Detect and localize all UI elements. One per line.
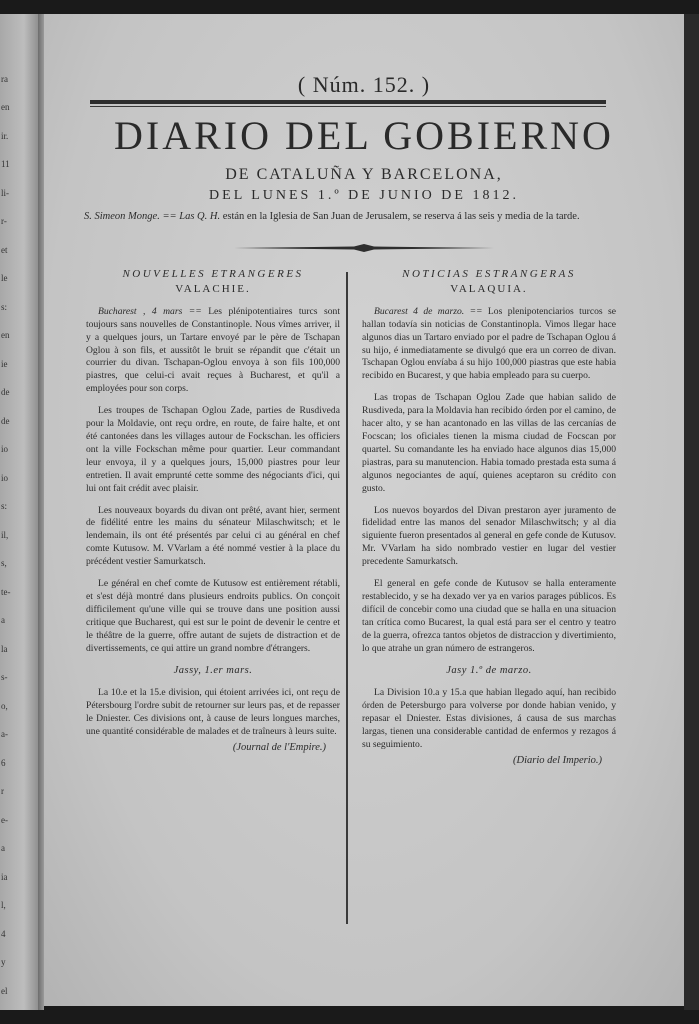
french-heading: NOUVELLES ETRANGERES — [122, 268, 304, 280]
background-edge — [684, 14, 699, 1010]
spanish-heading: NOTICIAS ESTRANGERAS — [402, 268, 576, 280]
left-page-fragment: a — [1, 615, 5, 626]
french-source: (Journal de l'Empire.) — [232, 742, 326, 753]
spanish-paragraph-1 — [362, 306, 616, 383]
newspaper-page — [44, 14, 684, 1006]
header-rule-top-thin — [90, 106, 606, 107]
left-page-fragment: li- — [1, 187, 9, 198]
left-page-fragment: 4 — [1, 928, 6, 939]
left-page-fragment: il, — [1, 529, 9, 540]
left-page-fragment: ir. — [1, 130, 9, 141]
left-page-fragment: 6 — [1, 757, 6, 768]
left-page-fragment: o, — [1, 700, 8, 711]
header-rule-top — [90, 100, 606, 104]
newspaper-subtitle: DE CATALUÑA Y BARCELONA, — [225, 166, 503, 183]
french-paragraph-2: Les troupes de Tschapan Oglou Zade, parties de Rusdiveda pour la Moldavie, ont reçu ordre, en route, de faire halte, et ont été cantonées dans les villages autour de Fockschan. les officiers ont la ville Fockschan même pour quartier. Leur commandant leur envoya, il y a quelques jours, 15,000 piastres pour leur entretien. Il avait emprunté cette somme des négociants d'ici, qui lui ont fait crédit avec plaisir. — [86, 405, 340, 494]
left-page-fragment: io — [1, 472, 9, 483]
left-page-fragment: la — [1, 643, 8, 654]
french-dateline-2: Jassy, 1.er mars. — [173, 665, 253, 677]
spanish-paragraph-3: Los nuevos boyardos del Divan prestaron ayer juramento de fidelidad entre las manos del senador Milaschwitsch; y al dia siguiente fueron presentados al general en gefe conde de Kutusov. Mr. VVarlam ha sido nombrado vestier en lugar del vestier precedente Samurkatsch. — [362, 504, 616, 568]
issue-date: DEL LUNES 1.º DE JUNIO DE 1812. — [209, 188, 519, 203]
spanish-dateline-2: Jasy 1.º de marzo. — [446, 665, 532, 677]
french-paragraph-3: Les nouveaux boyards du divan ont prêté, avant hier, serment de fidélité entre les mains du sénateur Milaschwitsch; et le lendemain, ils ont été présentés par celui ci au général en chef comte Kutusow. M. VVarlam a été nommé vestier à la place du précédent vestier Samurkatsch. — [86, 504, 340, 568]
issue-number: ( Núm. 152. ) — [297, 72, 431, 97]
left-page-fragment: le — [1, 273, 8, 284]
left-page-fragment: ia — [1, 871, 8, 882]
left-page-fragment: s: — [1, 501, 8, 512]
saint-name: S. Simeon Monge. == Las Q. H. — [84, 211, 221, 222]
french-paragraph-4: Le général en chef comte de Kutusow est entièrement rétabli, et s'est déjà montré dans plusieurs endroits publics. On conçoit difficilement qu'une ville qui se trouve dans une position aussi critique que Bucharest, qui est sur le point de devenir le centre et le théâtre de la guerre, offre autant de sujets de distraction et de divertissements, ce qui attire un grand nombre d'étrangers. — [86, 578, 340, 654]
saint-of-day-notice — [84, 210, 644, 223]
french-subheading: VALACHIE. — [175, 282, 251, 295]
left-page-fragment: a — [1, 843, 5, 854]
left-page-fragment: te- — [1, 586, 11, 597]
ornament-divider — [234, 243, 494, 253]
left-page-fragment: a- — [1, 729, 8, 740]
spanish-paragraph-2: Las tropas de Tschapan Oglou Zade que habian salido de Rusdiveda, para la Moldavia han recibido órden por el camino, de hacer alto, y se han acantonado en las villas de las cercanías de Focscan; los oficiales tienen la misma ciudad de Focscan por quartel. Su comandante les ha enviado hace algunos dias 15,000 piastras, para su manutencion. Habia tomado prestada esta suma á algunos negociantes de aquí, quienes aceptaron su crédito con gusto. — [362, 392, 616, 494]
left-page-fragment: s- — [1, 672, 8, 683]
left-page-fragment: et — [1, 244, 8, 255]
left-page-fragment: de — [1, 387, 10, 398]
left-page-fragment: el — [1, 985, 8, 996]
newspaper-title: DIARIO DEL GOBIERNO — [114, 113, 614, 158]
french-paragraph-5: La 10.e et la 15.e division, qui étoient arrivées ici, ont reçu de Pétersbourg l'ordre subit de retourner sur leurs pas, et de repasser le Dniester. Ces divisions ont, à cause de leurs longues marches, une quantité considérable de malades et de traîneurs à leurs suite. — [86, 687, 340, 738]
left-page-fragment: ie — [1, 358, 8, 369]
left-page-fragment: e- — [1, 814, 8, 825]
left-page-fragment: io — [1, 444, 9, 455]
left-page-fragment: y — [1, 957, 6, 968]
spanish-paragraph-5: La Division 10.a y 15.a que habian llegado aquí, han recibido órden de Petersburgo para volverse por donde habian venido, y repasar el Dniester. Estas divisiones, á causa de sus marchas largas, tienen una considerable cantidad de enfermos y rezagos á su seguimiento. — [362, 687, 616, 750]
french-column — [86, 266, 340, 755]
left-page-fragment: ra — [1, 74, 8, 84]
spanish-subheading: VALAQUIA. — [450, 282, 528, 295]
left-page-fragment: 11 — [1, 159, 10, 170]
french-dateline-1: Bucharest , 4 mars == — [98, 305, 202, 317]
left-page-fragment: r- — [1, 216, 7, 227]
church-notice: están en la Iglesia de San Juan de Jerusalem, se reserva á las seis y media de la tarde. — [222, 211, 580, 222]
french-paragraph-1-text: Les plénipotentiaires turcs sont toujours sans nouvelles de Constantinople. Nous vîmes arriver, il y a quelques jours, un Tartare envoyé par le père de Tschapan Oglou à son fils, et aussitôt le bruit se répandit que c'était un courrier du divan. Tschapan-Oglou envoya à son fils 100,000 piastres, que celui-ci avait reçues à Bucharest, et qu'il a employées pour son corps. — [86, 305, 340, 395]
spanish-paragraph-1-text: Los plenipotenciarios turcos se hallan todavía sin noticias de Constantinopla. Vimos llegar hace algunos dias un Tartaro enviado por el padre de Tschapan Oglou á su hijo, é inmediatamente se divulgó que era un correo de divan. Tschapan Oglou envíaba á su hijo 100,000 piastras que este habia recibido en Bucarest, y que habia empleado para su cuerpo. — [362, 305, 617, 382]
left-page-fragment: l, — [1, 900, 6, 911]
left-page-fragment: en — [1, 330, 10, 341]
left-page-fragment: s: — [1, 301, 8, 312]
left-page-fragment: de — [1, 415, 10, 426]
spanish-source: (Diario del Imperio.) — [513, 754, 602, 766]
adjacent-page-edge — [0, 14, 40, 1010]
left-page-fragment: en — [1, 102, 10, 113]
left-page-fragment: r — [1, 786, 4, 797]
spanish-column — [362, 266, 616, 768]
spanish-dateline-1: Bucarest 4 de marzo. == — [374, 305, 483, 317]
spanish-paragraph-4: El general en gefe conde de Kutusov se halla enteramente restablecido, y se ha dexado ver ya en varios parages públicos. Es difícil de concebir como una ciudad que se halla en una situacion tan crítica como Bucarest, la qual está para ser el centro y teatro de la guerra, ofrezca tantos objetos de distraccion y divertimiento, lo que atrahe un gran número de estrangeros. — [362, 578, 616, 654]
column-divider — [346, 272, 348, 924]
french-paragraph-1 — [86, 306, 340, 396]
left-page-fragment: s, — [1, 558, 7, 569]
